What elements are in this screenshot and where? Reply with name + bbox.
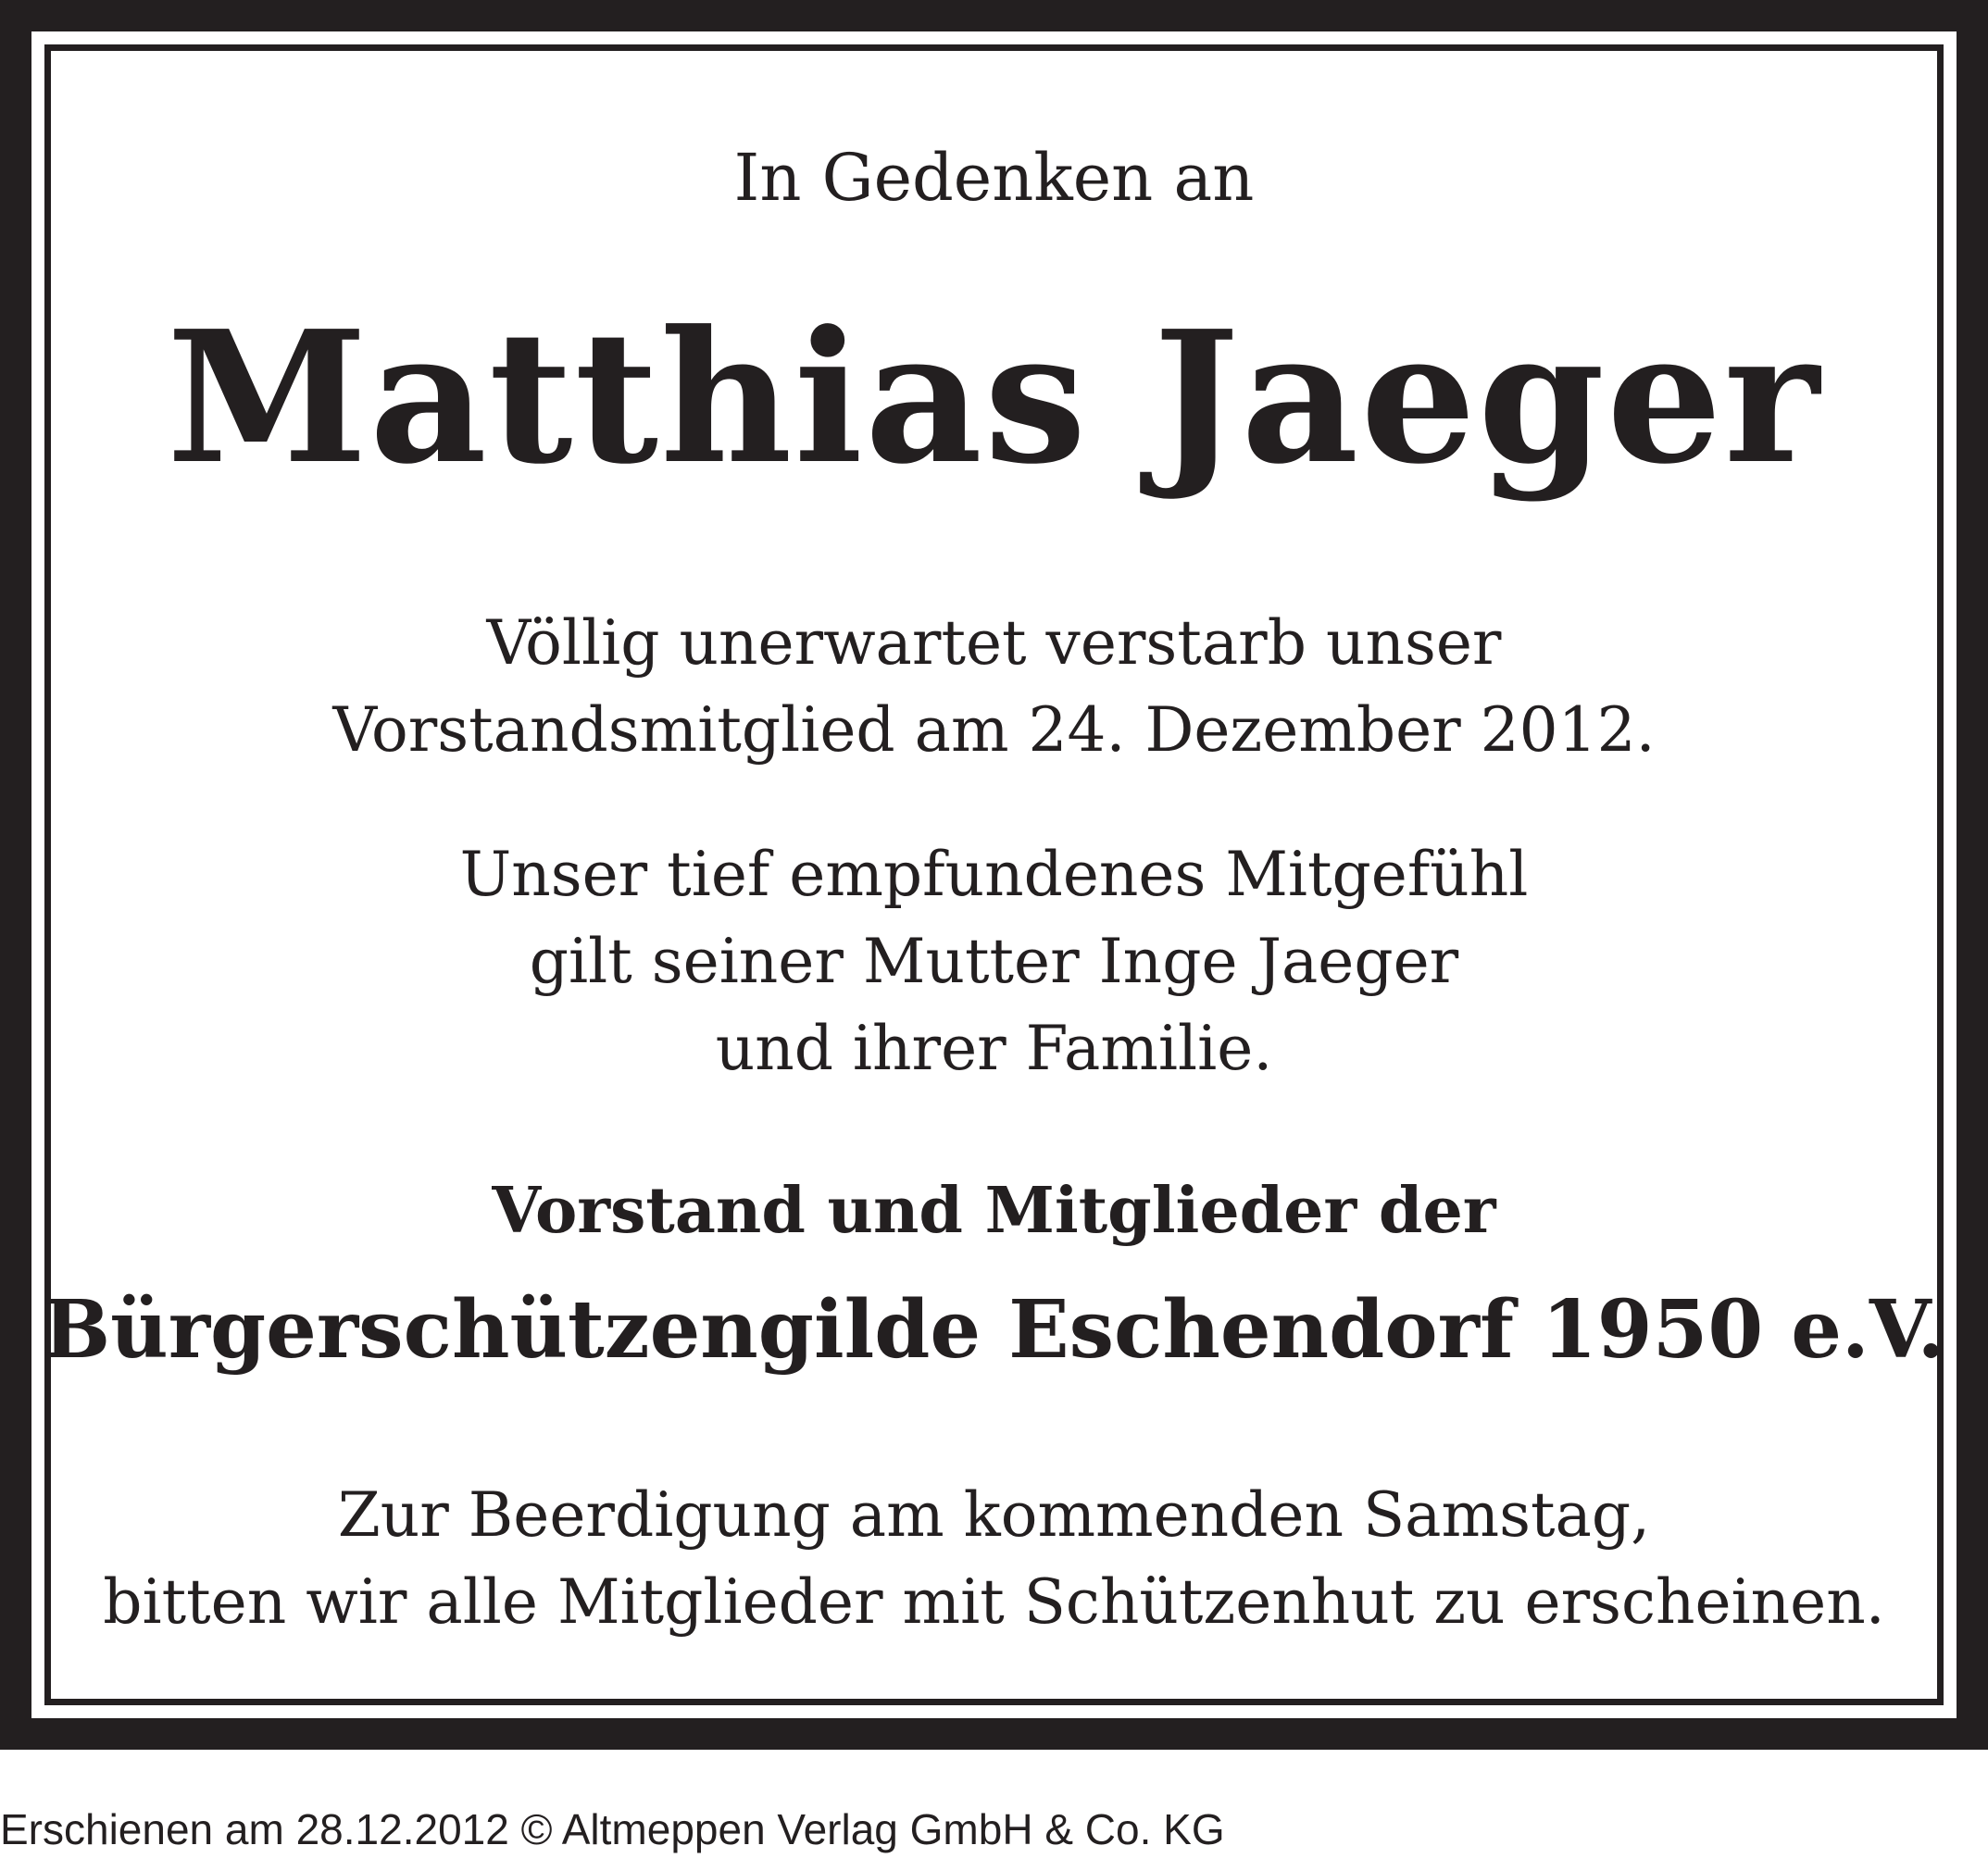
death-announcement-line: Völlig unerwartet verstarb unser <box>486 607 1502 679</box>
death-announcement <box>0 600 1988 774</box>
condolence-line: und ihrer Familie. <box>715 1013 1273 1084</box>
deceased-name: Matthias Jaeger <box>166 292 1821 505</box>
signature-line-club: Bürgerschützengilde Eschendorf 1950 e.V. <box>43 1283 1945 1377</box>
death-announcement-line: Vorstandsmitglied am 24. Dezember 2012. <box>332 694 1656 766</box>
condolence-text <box>0 831 1988 1092</box>
intro-text: In Gedenken an <box>733 140 1255 216</box>
condolence-line: Unser tief empfundenes Mitgefühl <box>459 839 1529 910</box>
funeral-info-line: bitten wir alle Mitglieder mit Schützenhut zu erscheinen. <box>103 1566 1885 1638</box>
condolence-line: gilt seiner Mutter Inge Jaeger <box>529 926 1459 997</box>
funeral-info <box>0 1472 1988 1646</box>
signature-line-board: Vorstand und Mitglieder der <box>492 1174 1496 1248</box>
funeral-info-line: Zur Beerdigung am kommenden Samstag, <box>337 1479 1651 1551</box>
publication-footer: Erschienen am 28.12.2012 © Altmeppen Verlag GmbH & Co. KG <box>0 1805 1225 1853</box>
